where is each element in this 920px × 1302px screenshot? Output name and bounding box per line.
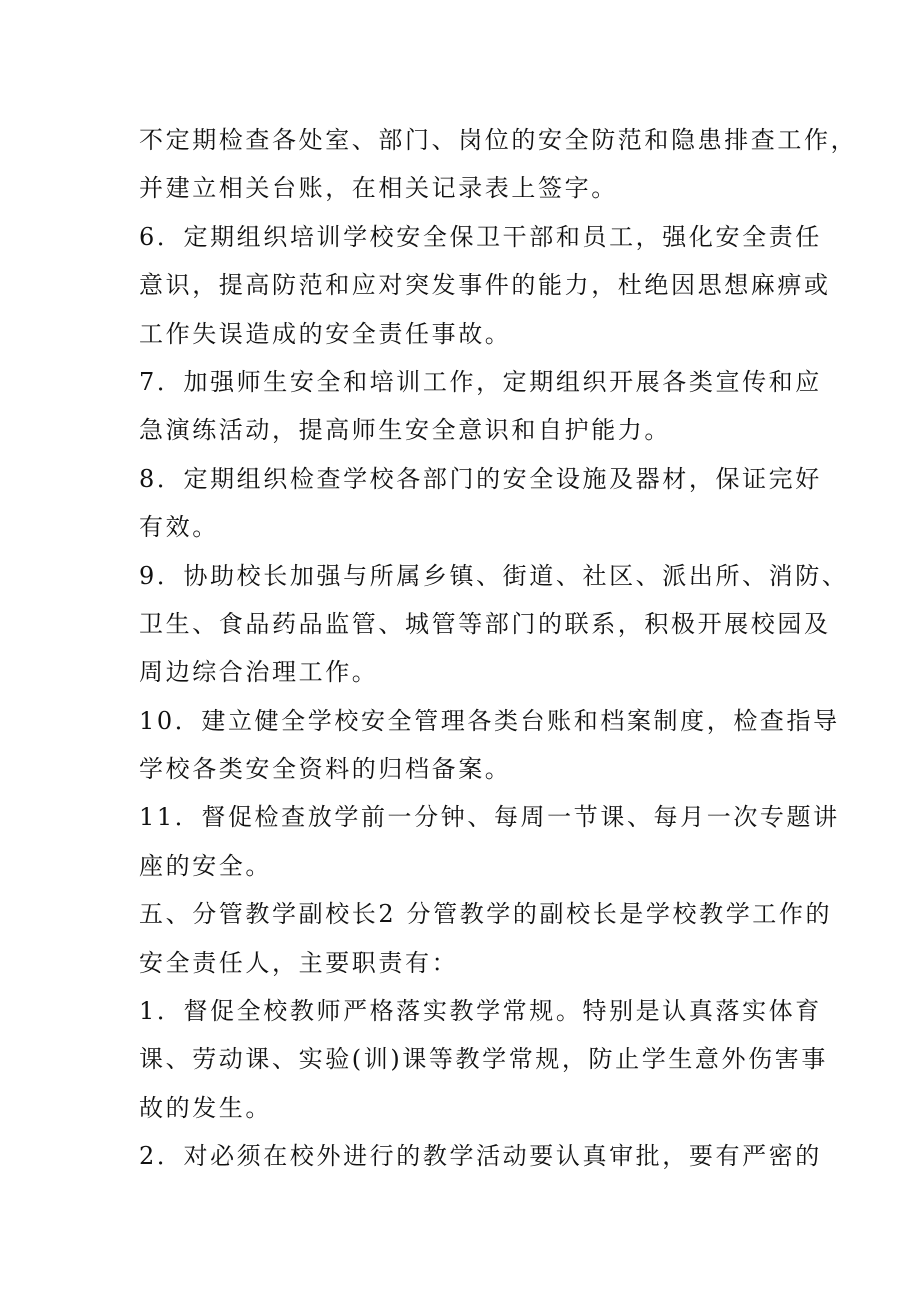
- text-line: 9．协助校长加强与所属乡镇、街道、社区、派出所、消防、: [139, 561, 849, 590]
- text-line: 1．督促全校教师严格落实教学常规。特别是认真落实体育: [139, 997, 822, 1026]
- text-line: 工作失误造成的安全责任事故。: [139, 319, 512, 348]
- text-line: 8．定期组织检查学校各部门的安全设施及器材，保证完好: [139, 464, 822, 493]
- text-line: 意识，提高防范和应对突发事件的能力，杜绝因思想麻痹或: [139, 271, 831, 300]
- section-heading-line: 五、分管教学副校长2 分管教学的副校长是学校教学工作的: [139, 900, 833, 929]
- text-line: 周边综合治理工作。: [139, 658, 379, 687]
- text-line: 卫生、食品药品监管、城管等部门的联系，积极开展校园及: [139, 609, 831, 638]
- text-line: 2．对必须在校外进行的教学活动要认真审批，要有严密的: [139, 1142, 822, 1171]
- text-line: 有效。: [139, 513, 219, 542]
- text-line: 故的发生。: [139, 1093, 272, 1122]
- text-line: 并建立相关台账，在相关记录表上签字。: [139, 174, 618, 203]
- text-line: 安全责任人，主要职责有：: [139, 948, 459, 977]
- text-line: 学校各类安全资料的归档备案。: [139, 755, 512, 784]
- text-line: 座的安全。: [139, 851, 272, 880]
- document-body: [139, 116, 858, 1181]
- text-line: 10．建立健全学校安全管理各类台账和档案制度，检查指导: [139, 706, 840, 735]
- text-line: 急演练活动，提高师生安全意识和自护能力。: [139, 416, 671, 445]
- text-line: 6．定期组织培训学校安全保卫干部和员工，强化安全责任: [139, 222, 822, 251]
- text-line: 课、劳动课、实验(训)课等教学常规，防止学生意外伤害事: [139, 1045, 828, 1074]
- text-line: 11．督促检查放学前一分钟、每周一节课、每月一次专题讲: [139, 803, 840, 832]
- text-line: 不定期检查各处室、部门、岗位的安全防范和隐患排查工作，: [139, 126, 858, 154]
- text-line: 7．加强师生安全和培训工作，定期组织开展各类宣传和应: [139, 367, 822, 396]
